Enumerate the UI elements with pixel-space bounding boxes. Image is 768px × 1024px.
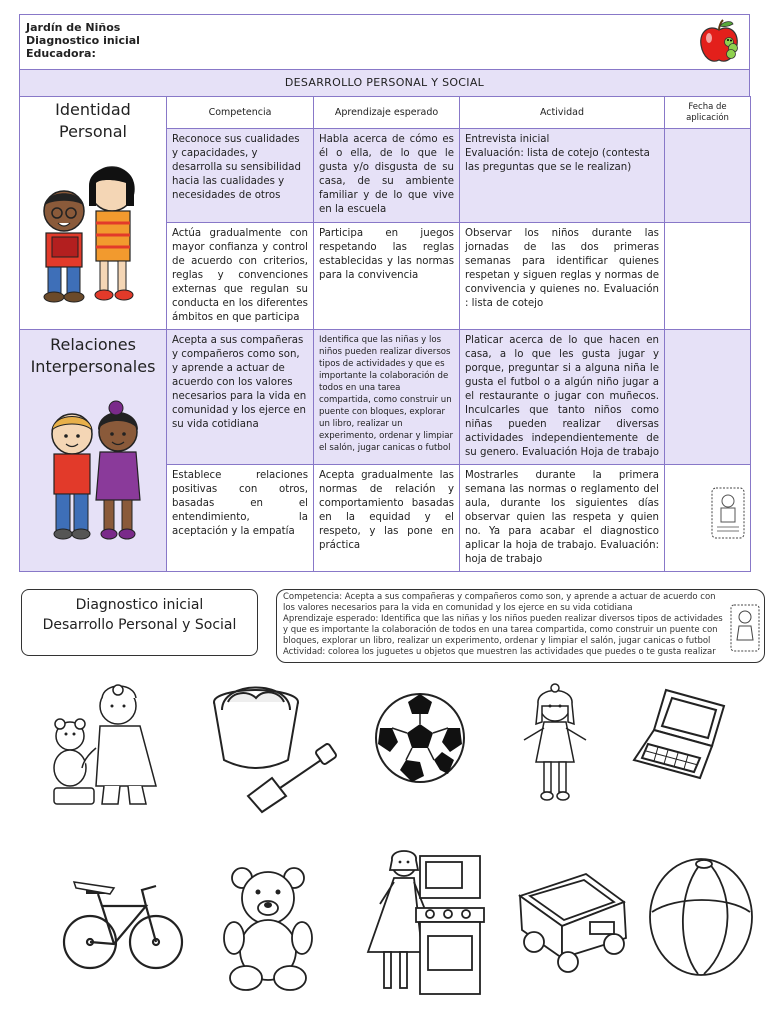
teddy-bear-icon xyxy=(218,864,318,992)
friends-illustration-icon xyxy=(36,396,156,546)
worksheet-small-girl-icon xyxy=(730,604,760,652)
area-title: Relaciones Interpersonales xyxy=(30,335,156,376)
header-actividad: Actividad xyxy=(460,97,665,129)
soccer-ball-icon xyxy=(372,690,468,786)
aprendizaje-cell: Acepta gradualmente las normas de relación y comportamiento basadas en la equidad y el respeto, y las pone en práctica xyxy=(314,465,460,572)
toy-laptop-icon xyxy=(628,684,732,784)
competencia-cell: Reconoce sus cualidades y capacidades, y desarrolla su sensibilidad hacia las cualidades y necesidades de otros xyxy=(167,129,314,223)
doctor-kit-icon xyxy=(48,676,163,811)
aprendizaje-cell: Participa en juegos respetando las reglas establecidas y las normas para la convivencia xyxy=(314,223,460,330)
area-identidad xyxy=(20,97,167,330)
actividad-cell: Entrevista inicial Evaluación: lista de cotejo (contesta las preguntas que se le realizan) xyxy=(460,129,665,223)
actividad-cell: Mostrarles durante la primera semana las normas o reglamento del aula, durante los siguientes días observar quien las respeta y quien no. Ya para acabar el diagnostico aplicar la hoja de trabajo. Evaluación: hoja de trabajo xyxy=(460,465,665,572)
header-competencia: Competencia xyxy=(167,97,314,129)
section-title: DESARROLLO PERSONAL Y SOCIAL xyxy=(19,69,750,97)
actividad-cell: Observar los niños durante las jornadas de las dos primeras semanas para identificar quienes respetan y siguen reglas y normas de convivencia y quienes no. Evaluación : lista de cotejo xyxy=(460,223,665,330)
fecha-cell xyxy=(665,223,751,330)
doll-icon xyxy=(510,682,600,806)
children-illustration-icon xyxy=(34,151,154,311)
worksheet-actividad: Actividad: colorea los juguetes u objetos que muestren las actividades que puedes o te gusta realizar xyxy=(283,647,716,657)
worksheet-title xyxy=(21,589,258,656)
aprendizaje-cell: Identifica que las niñas y los niños pueden realizar diversos tipos de actividades y que es importante la colaboración de todos en una tarea compartida, como construir un puente con bloques, explorar un libro, realizar un experimento, ordenar y limpiar el salón, jugar canicas o futbol xyxy=(314,330,460,465)
worksheet-instructions xyxy=(276,589,765,663)
worksheet-aprendizaje: Aprendizaje esperado: Identifica que las niñas y los niños pueden realizar diversos tipos de actividades y que es importante la colaboración de todos en una tarea compartida, como construir un puente con bloques, explorar un libro, realizar un experimento, ordenar y limpiar el salón, jugar canicas o futbol xyxy=(283,614,723,646)
competencia-cell: Establece relaciones positivas con otros, basadas en el entendimiento, la aceptación y la empatía xyxy=(167,465,314,572)
document-header xyxy=(19,14,750,70)
worksheet-competencia: Competencia: Acepta a sus compañeras y compañeros como son, y aprende a actuar de acuerdo con los valores necesarios para la vida en comunidad y los ejerce en su vida cotidiana xyxy=(283,592,716,613)
fecha-cell xyxy=(665,330,751,465)
planning-table xyxy=(19,96,751,572)
header-aprendizaje: Aprendizaje esperado xyxy=(314,97,460,129)
fecha-cell xyxy=(665,465,751,572)
competencia-cell: Actúa gradualmente con mayor confianza y control de acuerdo con criterios, reglas y convenciones externas que regulan su conducta en los diferentes ámbitos en que participa xyxy=(167,223,314,330)
competencia-cell: Acepta a sus compañeras y compañeros como son, y aprende a actuar de acuerdo con los valores necesarios para la vida en comunidad y los ejerce en su vida cotidiana xyxy=(167,330,314,465)
bicycle-icon xyxy=(60,872,186,978)
fecha-cell xyxy=(665,129,751,223)
apple-worm-icon xyxy=(695,18,743,66)
teacher-label: Educadora: xyxy=(26,47,96,60)
worksheet-thumbnail-icon xyxy=(711,487,745,539)
toy-kitchen-icon xyxy=(360,848,490,998)
school-name: Jardín de Niños xyxy=(26,21,121,34)
toy-truck-icon xyxy=(516,866,632,974)
area-title: Identidad Personal xyxy=(55,100,131,141)
aprendizaje-cell: Habla acerca de cómo es él o ella, de lo que le gusta y/o disgusta de su casa, de su ambiente familiar y de lo que vive en la escuela xyxy=(314,129,460,223)
area-relaciones xyxy=(20,330,167,572)
worksheet-title-text: Diagnostico inicial Desarrollo Personal y Social xyxy=(42,597,237,633)
diagnostic-label: Diagnostico inicial xyxy=(26,34,140,47)
actividad-cell: Platicar acerca de lo que hacen en casa, a lo que les gusta jugar y porque, preguntar si a alguna niña le gusta el futbol o a algún niño jugar a el restaurante o jugar con muñecos. Inculcarles que tanto niños como niñas pueden realizar diversas actividades independientemente de su genero. Evaluación Hoja de trabajo xyxy=(460,330,665,465)
header-fecha: Fecha de aplicación xyxy=(665,97,751,129)
sand-bucket-icon xyxy=(208,680,343,820)
beach-ball-icon xyxy=(646,856,756,978)
